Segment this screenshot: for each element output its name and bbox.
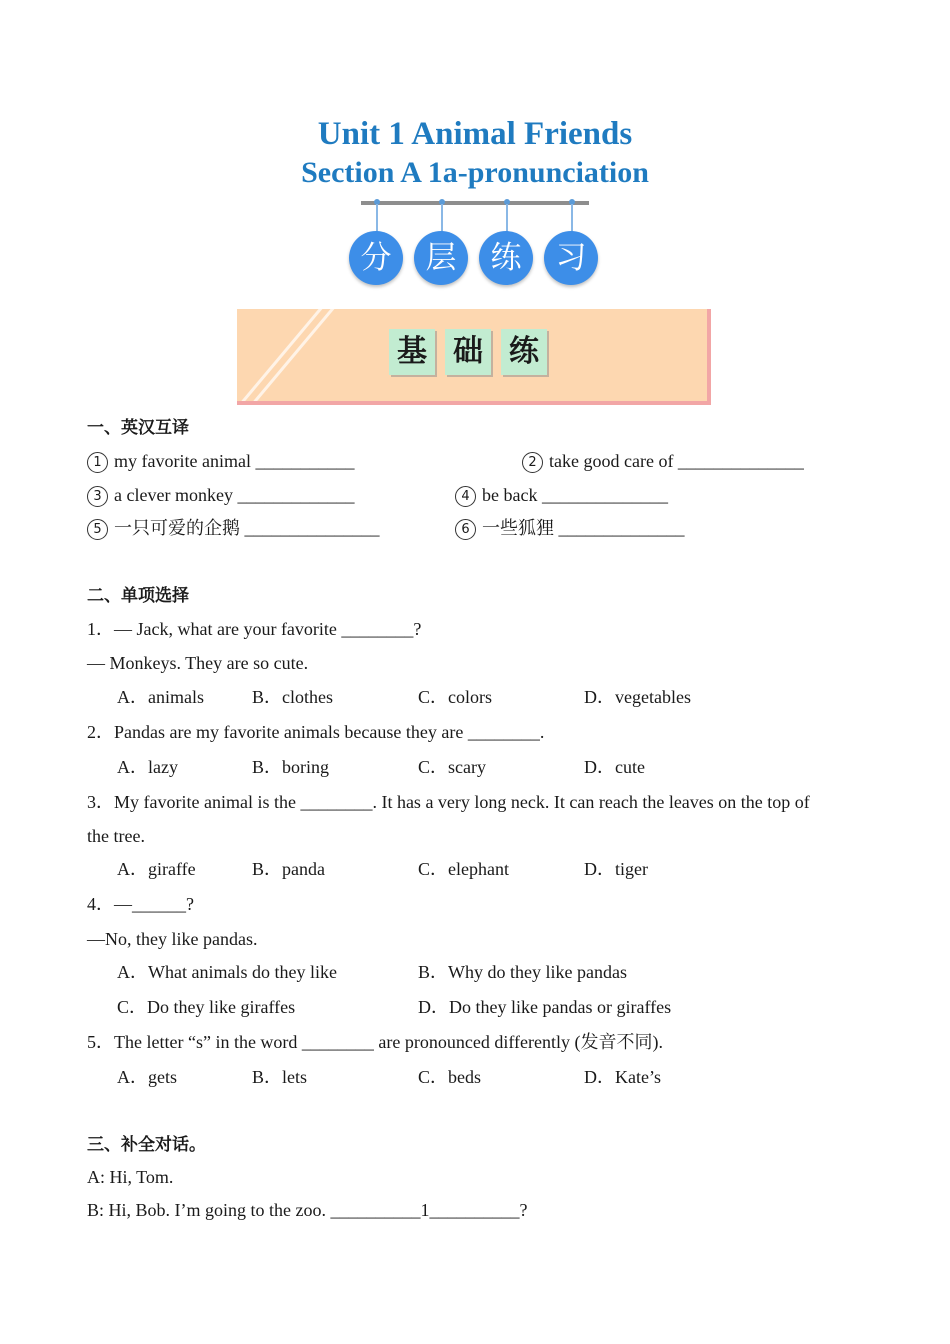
bubble-ceng: 层 xyxy=(414,231,468,285)
item-number: 6 xyxy=(455,519,476,540)
question-3-stem: 3．My favorite animal is the ________. It has a very long neck. It can reach the leaves on the top of xyxy=(87,792,810,812)
item-text: a clever monkey _____________ xyxy=(114,485,355,505)
page-title: Unit 1 Animal Friends xyxy=(317,116,633,152)
question-2-stem: 2．Pandas are my favorite animals because they are ________. xyxy=(87,722,545,742)
rail-peg xyxy=(376,204,378,234)
q2-option-a: A．lazy xyxy=(117,757,178,777)
bubble-fen: 分 xyxy=(349,231,403,285)
q5-option-b: B．lets xyxy=(252,1067,308,1087)
q1-option-a: A．animals xyxy=(117,687,204,707)
q2-option-c: C．scary xyxy=(418,757,486,777)
question-3-line2: the tree. xyxy=(87,826,145,846)
item-number: 2 xyxy=(522,452,543,473)
bubble-xi: 习 xyxy=(544,231,598,285)
translation-item-6 xyxy=(455,517,685,540)
translation-item-2 xyxy=(522,450,804,473)
banner-tile-lian: 练 xyxy=(501,329,547,375)
question-4-stem: 4．—______? xyxy=(87,894,194,914)
item-text: take good care of ______________ xyxy=(549,451,804,471)
item-text: 一只可爱的企鹅 _______________ xyxy=(114,518,380,538)
question-4-line2: —No, they like pandas. xyxy=(87,929,258,949)
q1-option-c: C．colors xyxy=(418,687,492,707)
section-heading-translation: 一、英汉互译 xyxy=(87,418,189,438)
item-number: 1 xyxy=(87,452,108,473)
q2-option-b: B．boring xyxy=(252,757,330,777)
question-1-stem: 1．— Jack, what are your favorite ________? xyxy=(87,619,422,639)
item-text: 一些狐狸 ______________ xyxy=(482,518,685,538)
item-number: 4 xyxy=(455,486,476,507)
basic-practice-banner xyxy=(237,309,711,405)
rail-peg xyxy=(506,204,508,234)
q4-option-c: C．Do they like giraffes xyxy=(117,997,296,1017)
dialogue-line-2: B: Hi, Bob. I’m going to the zoo. __________1__________? xyxy=(87,1200,528,1220)
section-heading-multiple-choice: 二、单项选择 xyxy=(87,586,189,606)
q3-option-d: D．tiger xyxy=(584,859,648,879)
q5-option-c: C．beds xyxy=(418,1067,481,1087)
banner-tile-chu: 础 xyxy=(445,329,491,375)
q4-option-b: B．Why do they like pandas xyxy=(418,962,627,982)
banner-tile-ji: 基 xyxy=(389,329,435,375)
q5-option-d: D．Kate’s xyxy=(584,1067,661,1087)
q1-option-b: B．clothes xyxy=(252,687,333,707)
bubble-lian: 练 xyxy=(479,231,533,285)
q5-option-a: A．gets xyxy=(117,1067,177,1087)
q4-option-a: A．What animals do they like xyxy=(117,962,337,982)
q3-option-a: A．giraffe xyxy=(117,859,196,879)
bubble-rail xyxy=(361,201,589,205)
translation-item-5 xyxy=(87,517,380,540)
rail-peg xyxy=(441,204,443,234)
item-text: be back ______________ xyxy=(482,485,668,505)
item-number: 3 xyxy=(87,486,108,507)
item-number: 5 xyxy=(87,519,108,540)
question-1-line2: — Monkeys. They are so cute. xyxy=(87,653,309,673)
q3-option-c: C．elephant xyxy=(418,859,509,879)
section-heading-dialogue: 三、补全对话。 xyxy=(87,1135,206,1155)
q4-option-d: D．Do they like pandas or giraffes xyxy=(418,997,672,1017)
dialogue-line-1: A: Hi, Tom. xyxy=(87,1167,174,1187)
page-subtitle: Section A 1a-pronunciation xyxy=(301,156,649,189)
translation-item-1 xyxy=(87,450,354,473)
translation-item-4 xyxy=(455,484,668,507)
translation-item-3 xyxy=(87,484,354,507)
question-5-stem: 5．The letter “s” in the word ________ are pronounced differently (发音不同). xyxy=(87,1032,663,1052)
rail-peg xyxy=(571,204,573,234)
q3-option-b: B．panda xyxy=(252,859,325,879)
q1-option-d: D．vegetables xyxy=(584,687,691,707)
q2-option-d: D．cute xyxy=(584,757,645,777)
item-text: my favorite animal ___________ xyxy=(114,451,355,471)
